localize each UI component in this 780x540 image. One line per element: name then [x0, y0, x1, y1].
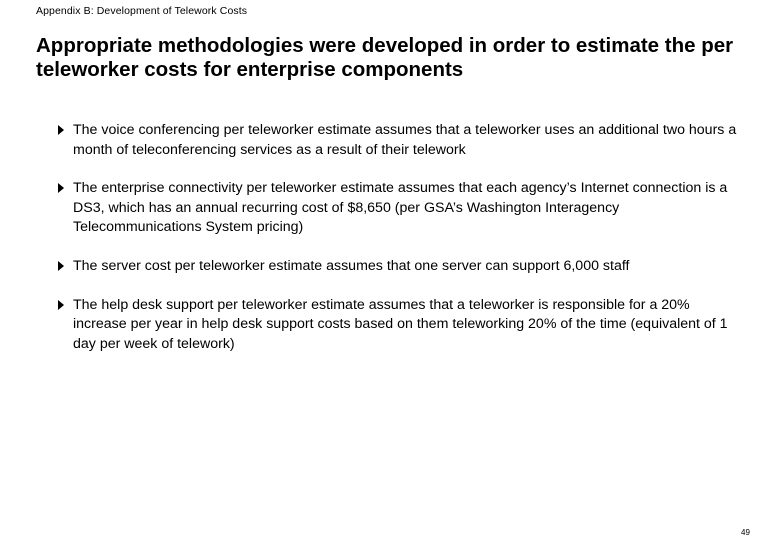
bullet-text: The server cost per teleworker estimate assumes that one server can support 6,000 staff [73, 257, 630, 274]
bullet-text: The help desk support per teleworker estimate assumes that a teleworker is responsible for a 20% increase per year in help desk support costs based on them teleworking 20% of the time (equivalent of 1 day per week of telework) [73, 296, 728, 352]
bullet-list [56, 121, 746, 373]
triangle-right-icon [58, 300, 64, 310]
page-number: 49 [741, 528, 750, 537]
appendix-header: Appendix B: Development of Telework Costs [36, 5, 248, 17]
triangle-right-icon [58, 183, 64, 193]
bullet-item-server-cost [56, 257, 746, 277]
bullet-text: The enterprise connectivity per teleworker estimate assumes that each agency’s Internet connection is a DS3, which has an annual recurring cost of $8,650 (per GSA’s Washington Interagency Telecommunications System pricing) [73, 180, 728, 236]
triangle-right-icon [58, 125, 64, 135]
bullet-item-voice-conferencing [56, 121, 746, 160]
triangle-right-icon [58, 261, 64, 271]
bullet-item-enterprise-connectivity [56, 179, 746, 238]
page-title: Appropriate methodologies were developed in order to estimate the per teleworker costs for enterprise components [36, 34, 734, 81]
bullet-item-help-desk [56, 296, 746, 355]
bullet-text: The voice conferencing per teleworker estimate assumes that a teleworker uses an additional two hours a month of teleconferencing services as a result of their telework [73, 122, 737, 158]
